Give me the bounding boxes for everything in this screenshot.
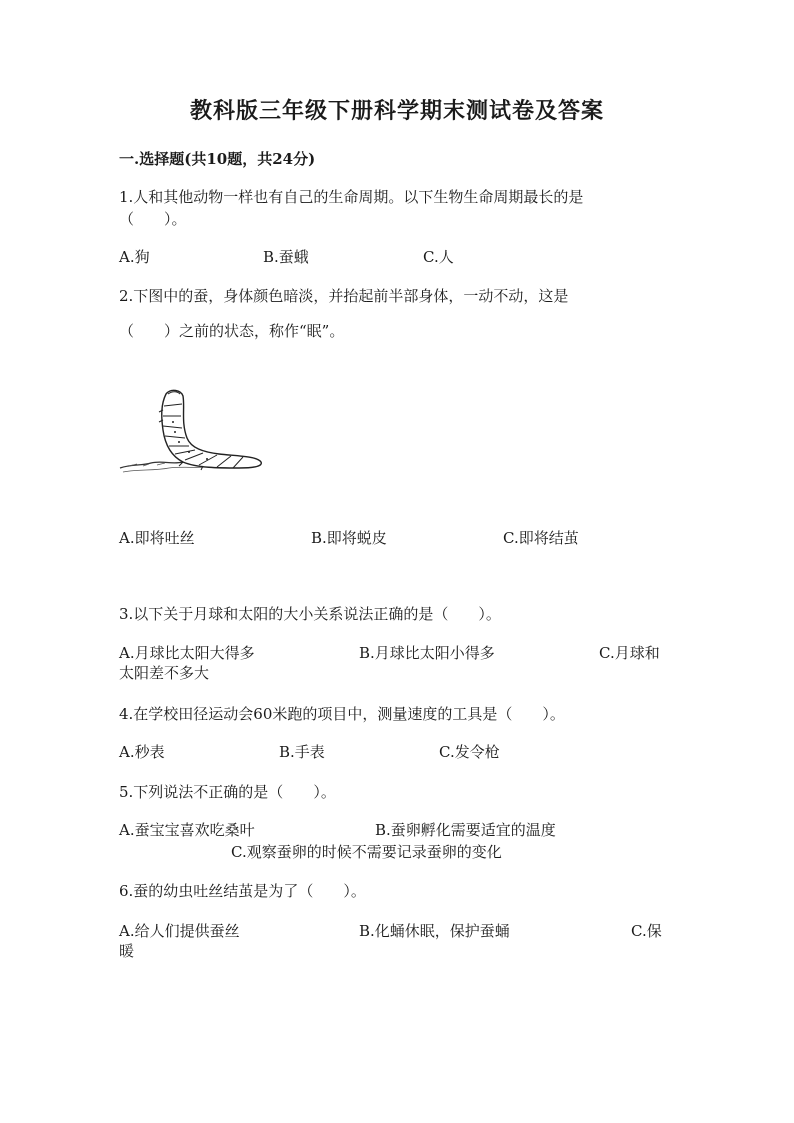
silkworm-illustration xyxy=(119,386,269,476)
q4-option-b: B.手表 xyxy=(279,743,325,761)
question-2-text-line1: 2.下图中的蚕，身体颜色暗淡，并抬起前半部身体，一动不动，这是 xyxy=(119,287,569,305)
q4-option-a: A.秒表 xyxy=(119,743,165,761)
q6-option-a: A.给人们提供蚕丝 xyxy=(119,922,240,940)
q2-option-a: A.即将吐丝 xyxy=(119,529,195,547)
question-5-text-line1: 5.下列说法不正确的是（ ）。 xyxy=(119,783,336,801)
q5-option-c: C.观察蚕卵的时候不需要记录蚕卵的变化 xyxy=(231,843,502,861)
page-title: 教科版三年级下册科学期末测试卷及答案 xyxy=(189,98,604,124)
question-1 xyxy=(119,186,679,230)
q2-option-b: B.即将蜕皮 xyxy=(311,529,387,547)
q3-option-c-continued: 太阳差不多大 xyxy=(119,664,210,682)
q3-option-b: B.月球比太阳小得多 xyxy=(359,644,495,662)
question-5 xyxy=(119,781,679,803)
q2-option-c: C.即将结茧 xyxy=(503,529,579,547)
question-6-text-line1: 6.蚕的幼虫吐丝结茧是为了（ ）。 xyxy=(119,882,366,900)
q1-option-c: C.人 xyxy=(423,248,454,266)
question-6 xyxy=(119,880,679,902)
question-4-text-line1: 4.在学校田径运动会60米跑的项目中，测量速度的工具是（ ）。 xyxy=(119,705,565,723)
q1-option-a: A.狗 xyxy=(119,248,150,266)
q5-option-b: B.蚕卵孵化需要适宜的温度 xyxy=(375,821,556,839)
q6-option-c-continued: 暖 xyxy=(119,942,135,960)
question-2-text-line2: （ ）之前的状态，称作“眠”。 xyxy=(119,322,345,340)
q1-option-b: B.蚕蛾 xyxy=(263,248,309,266)
question-3-text-line1: 3.以下关于月球和太阳的大小关系说法正确的是（ ）。 xyxy=(119,605,501,623)
question-1-text-line2: （ ）。 xyxy=(119,210,187,228)
question-4 xyxy=(119,703,679,725)
q6-option-b: B.化蛹休眠，保护蚕蛹 xyxy=(359,922,510,940)
question-2 xyxy=(119,285,679,342)
question-3 xyxy=(119,603,679,625)
question-1-text-line1: 1.人和其他动物一样也有自己的生命周期。以下生物生命周期最长的是 xyxy=(119,188,584,206)
section-heading: 一.选择题(共10题，共24分) xyxy=(119,150,316,168)
q6-option-c: C.保 xyxy=(631,922,662,940)
q3-option-a: A.月球比太阳大得多 xyxy=(119,644,255,662)
q3-option-c: C.月球和 xyxy=(599,644,660,662)
q4-option-c: C.发令枪 xyxy=(439,743,500,761)
q5-option-a: A.蚕宝宝喜欢吃桑叶 xyxy=(119,821,255,839)
